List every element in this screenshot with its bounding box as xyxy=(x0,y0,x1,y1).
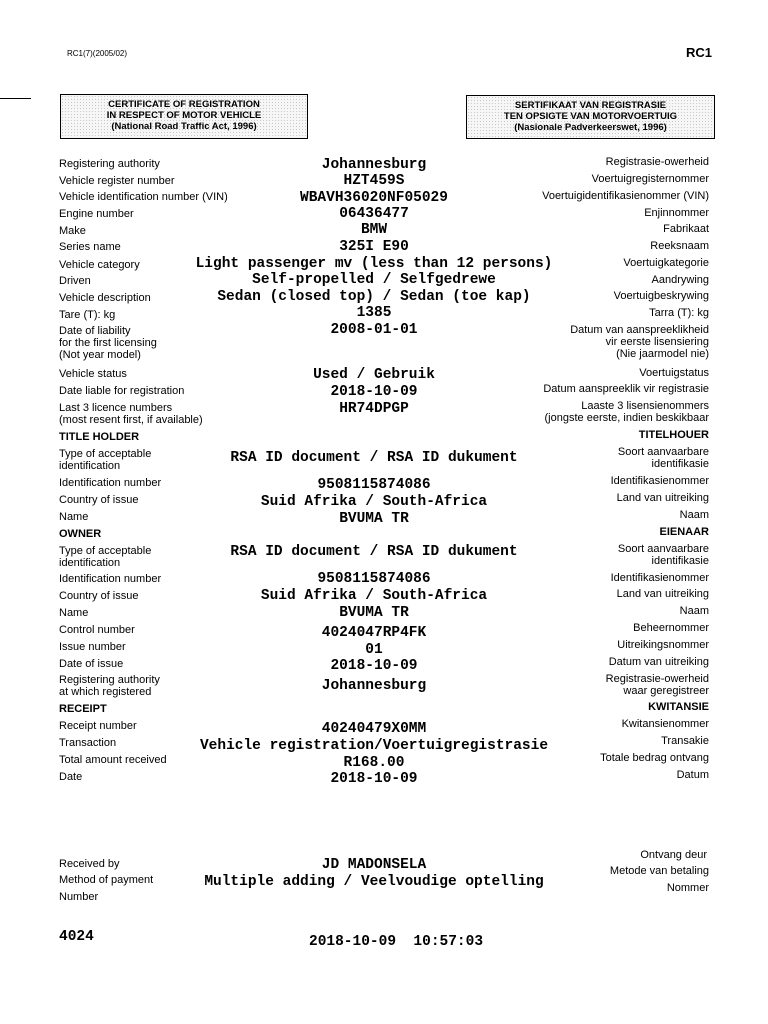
label-af-th-id-number: Identifikasienommer xyxy=(610,475,709,487)
label-af-make: Fabrikaat xyxy=(663,223,709,235)
label-af-series-name: Reeksnaam xyxy=(650,240,709,252)
heading-af-title-holder: TITELHOUER xyxy=(638,429,709,441)
label-af-owner-id-type-line-2: identifikasie xyxy=(651,555,709,567)
form-id: RC1 xyxy=(685,45,712,60)
value-payment-method: Multiple adding / Veelvoudige optelling xyxy=(204,874,544,890)
label-payment-number: Number xyxy=(59,891,99,903)
label-af-licence-numbers xyxy=(545,400,709,424)
label-af-receipt-number: Kwitansienommer xyxy=(621,718,709,730)
label-vin: Vehicle identification number (VIN) xyxy=(59,191,228,203)
label-amount: Total amount received xyxy=(59,754,167,766)
label-owner-id-type-line-1: Type of acceptable xyxy=(59,545,152,557)
title-af-line-1: SERTIFIKAAT VAN REGISTRASIE xyxy=(514,100,667,111)
label-af-owner-id-number: Identifikasienommer xyxy=(610,572,709,584)
label-series-name: Series name xyxy=(59,241,121,253)
title-af-line-2: TEN OPSIGTE VAN MOTORVOERTUIG xyxy=(503,111,678,122)
label-receipt-number: Receipt number xyxy=(59,720,137,732)
value-register-number: HZT459S xyxy=(343,173,405,189)
label-af-registered-at-line-1: Registrasie-owerheid xyxy=(605,673,709,685)
label-date-liable: Date liable for registration xyxy=(59,385,185,397)
heading-receipt: RECEIPT xyxy=(59,703,107,715)
label-af-control-number: Beheernommer xyxy=(633,622,709,634)
label-tare: Tare (T): kg xyxy=(59,309,116,321)
footer-number: 4024 xyxy=(59,929,94,945)
value-series-name: 325I E90 xyxy=(339,239,409,255)
label-af-tare: Tarra (T): kg xyxy=(649,307,709,319)
label-register-number: Vehicle register number xyxy=(59,175,175,187)
label-af-th-id-type-line-2: identifikasie xyxy=(651,458,709,470)
title-box-af xyxy=(466,95,715,139)
title-en-line-3: (National Road Traffic Act, 1996) xyxy=(111,121,257,132)
label-af-registering-authority: Registrasie-owerheid xyxy=(605,156,709,168)
label-control-number: Control number xyxy=(59,624,135,636)
label-liability-date-line-3: (Not year model) xyxy=(59,349,141,361)
label-af-issue-date: Datum van uitreiking xyxy=(608,656,709,668)
value-received-by: JD MADONSELA xyxy=(321,857,427,873)
label-vehicle-status: Vehicle status xyxy=(59,368,127,380)
label-af-vehicle-category: Voertuigkategorie xyxy=(623,257,709,269)
heading-af-receipt: KWITANSIE xyxy=(648,701,709,713)
value-owner-id-number: 9508115874086 xyxy=(317,571,431,587)
label-owner-name: Name xyxy=(59,607,89,619)
label-af-date-liable: Datum aanspreeklik vir registrasie xyxy=(543,383,709,395)
value-receipt-date: 2018-10-09 xyxy=(330,771,418,787)
value-tare: 1385 xyxy=(356,305,392,321)
label-af-owner-id-type-line-1: Soort aanvaarbare xyxy=(617,543,709,555)
title-af-line-3: (Nasionale Padverkeerswet, 1996) xyxy=(514,122,667,133)
value-receipt-number: 40240479X0MM xyxy=(321,721,427,737)
value-owner-id-type: RSA ID document / RSA ID dukument xyxy=(230,544,518,560)
label-af-vehicle-description: Voertuigbeskrywing xyxy=(613,290,709,302)
label-af-vehicle-status: Voertuigstatus xyxy=(639,367,709,379)
value-registered-at: Johannesburg xyxy=(321,678,427,694)
title-box-en xyxy=(60,94,308,139)
label-payment-method: Method of payment xyxy=(59,874,154,886)
label-af-owner-id-type xyxy=(618,543,709,567)
label-af-registered-at-line-2: waar geregistreer xyxy=(623,685,709,697)
label-af-receipt-date: Datum xyxy=(676,769,709,781)
label-af-engine-number: Enjinnommer xyxy=(644,207,709,219)
label-af-th-id-type-line-1: Soort aanvaarbare xyxy=(617,446,709,458)
value-th-country: Suid Afrika / South-Africa xyxy=(260,494,488,510)
label-licence-numbers-line-2: (most resent first, if available) xyxy=(59,414,203,426)
label-af-licence-numbers-line-1: Laaste 3 lisensienommers xyxy=(581,400,709,412)
label-af-th-name: Naam xyxy=(679,509,709,521)
value-vehicle-description: Sedan (closed top) / Sedan (toe kap) xyxy=(217,289,531,305)
label-af-driven: Aandrywing xyxy=(651,274,709,286)
label-af-register-number: Voertuigregisternommer xyxy=(591,173,709,185)
footer-timestamp: 2018-10-09 10:57:03 xyxy=(309,934,484,950)
value-vehicle-category: Light passenger mv (less than 12 persons) xyxy=(195,256,553,272)
label-liability-date-line-1: Date of liability xyxy=(59,325,131,337)
label-af-liability-date xyxy=(570,324,709,360)
label-af-vin: Voertuigidentifikasienommer (VIN) xyxy=(542,190,709,202)
label-af-payment-number: Nommer xyxy=(666,882,709,894)
label-af-licence-numbers-line-2: (jongste eerste, indien beskikbaar xyxy=(544,412,709,424)
value-registering-authority: Johannesburg xyxy=(321,157,427,173)
heading-title-holder: TITLE HOLDER xyxy=(59,431,140,443)
value-licence-numbers: HR74DPGP xyxy=(339,401,409,417)
value-liability-date: 2008-01-01 xyxy=(330,322,418,338)
label-engine-number: Engine number xyxy=(59,208,134,220)
label-af-amount: Totale bedrag ontvang xyxy=(600,752,709,764)
heading-af-owner: EIENAAR xyxy=(659,526,709,538)
label-af-payment-method: Metode van betaling xyxy=(609,865,709,877)
label-received-by: Received by xyxy=(59,858,120,870)
label-receipt-date: Date xyxy=(59,771,83,783)
label-af-owner-name: Naam xyxy=(679,605,709,617)
value-transaction: Vehicle registration/Voertuigregistrasie xyxy=(199,738,549,754)
label-issue-date: Date of issue xyxy=(59,658,124,670)
value-issue-date: 2018-10-09 xyxy=(330,658,418,674)
label-af-liability-date-line-2: vir eerste lisensiering xyxy=(605,336,709,348)
label-af-transaction: Transakie xyxy=(661,735,709,747)
edge-mark xyxy=(0,98,31,99)
value-make: BMW xyxy=(360,222,388,238)
value-driven: Self-propelled / Selfgedrewe xyxy=(252,272,496,288)
label-af-liability-date-line-3: (Nie jaarmodel nie) xyxy=(616,348,709,360)
label-th-id-type-line-2: identification xyxy=(59,460,121,472)
label-af-liability-date-line-1: Datum van aanspreeklikheid xyxy=(570,324,709,336)
value-vehicle-status: Used / Gebruik xyxy=(313,367,435,383)
label-transaction: Transaction xyxy=(59,737,117,749)
label-th-name: Name xyxy=(59,511,89,523)
value-engine-number: 06436477 xyxy=(339,206,409,222)
label-th-country: Country of issue xyxy=(59,494,139,506)
label-issue-number: Issue number xyxy=(59,641,126,653)
label-af-received-by: Ontvang deur xyxy=(640,849,707,861)
label-af-issue-number: Uitreikingsnommer xyxy=(617,639,709,651)
label-driven: Driven xyxy=(59,275,91,287)
label-registered-at-line-1: Registering authority xyxy=(59,674,160,686)
label-registered-at-line-2: at which registered xyxy=(59,686,152,698)
value-control-number: 4024047RP4FK xyxy=(321,625,427,641)
label-af-owner-country: Land van uitreiking xyxy=(616,588,709,600)
form-code: RC1(7)(2005/02) xyxy=(67,49,128,58)
label-owner-id-type-line-2: identification xyxy=(59,557,121,569)
label-liability-date-line-2: for the first licensing xyxy=(59,337,157,349)
label-licence-numbers-line-1: Last 3 licence numbers xyxy=(59,402,173,414)
label-owner-id-number: Identification number xyxy=(59,573,162,585)
label-th-id-number: Identification number xyxy=(59,477,162,489)
value-amount: R168.00 xyxy=(343,755,405,771)
label-af-registered-at xyxy=(606,673,709,697)
value-th-name: BVUMA TR xyxy=(339,511,409,527)
label-owner-country: Country of issue xyxy=(59,590,139,602)
title-en-line-1: CERTIFICATE OF REGISTRATION xyxy=(108,99,260,110)
label-vehicle-category: Vehicle category xyxy=(59,259,140,271)
label-th-id-type-line-1: Type of acceptable xyxy=(59,448,152,460)
label-owner-id-type xyxy=(59,545,151,569)
label-make: Make xyxy=(59,225,86,237)
value-issue-number: 01 xyxy=(365,642,383,658)
value-owner-name: BVUMA TR xyxy=(339,605,409,621)
heading-owner: OWNER xyxy=(59,528,102,540)
label-vehicle-description: Vehicle description xyxy=(59,292,151,304)
value-owner-country: Suid Afrika / South-Africa xyxy=(260,588,488,604)
label-registered-at xyxy=(59,674,160,698)
title-en-line-2: IN RESPECT OF MOTOR VEHICLE xyxy=(106,110,262,121)
label-liability-date xyxy=(59,325,157,361)
label-th-id-type xyxy=(59,448,151,472)
label-af-th-country: Land van uitreiking xyxy=(616,492,709,504)
value-th-id-number: 9508115874086 xyxy=(317,477,431,493)
value-vin: WBAVH36020NF05029 xyxy=(300,190,448,206)
value-date-liable: 2018-10-09 xyxy=(330,384,418,400)
value-th-id-type: RSA ID document / RSA ID dukument xyxy=(230,450,518,466)
label-af-th-id-type xyxy=(618,446,709,470)
label-registering-authority: Registering authority xyxy=(59,158,160,170)
